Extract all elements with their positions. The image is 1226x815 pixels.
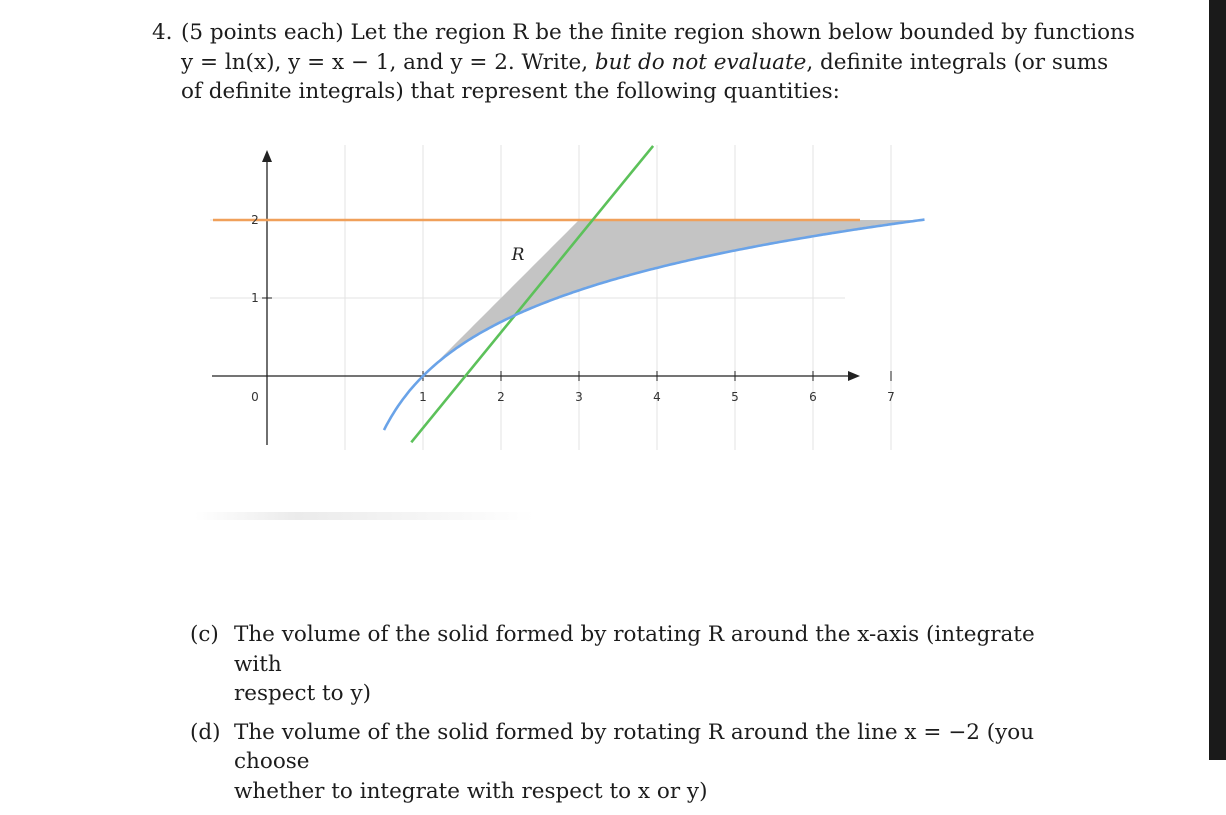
problem-line-3: of definite integrals) that represent the following quantities: [181, 79, 840, 104]
part-c-line-2: respect to y) [234, 681, 371, 706]
part-d-line-1: The volume of the solid formed by rotating R around the line x = −2 (you choose [234, 719, 1035, 774]
region-graph [205, 140, 895, 460]
x-tick-label: 6 [809, 390, 817, 404]
x-tick-label: 2 [497, 390, 505, 404]
x-axis-arrow [848, 371, 860, 381]
x-tick-label: 7 [887, 390, 895, 404]
x-tick-label: 1 [419, 390, 427, 404]
problem-line-1: (5 points each) Let the region R be the finite region shown below bounded by functions [181, 20, 1135, 45]
scan-smudge [195, 512, 535, 520]
part-d-tag: (d) [190, 719, 221, 745]
y-axis-arrow [262, 150, 272, 162]
problem-statement [152, 18, 1135, 107]
problem-number: 4. [152, 20, 173, 45]
question-parts [190, 620, 1080, 815]
y-tick-label: 2 [251, 213, 259, 227]
part-c [190, 620, 1080, 709]
origin-label: 0 [251, 390, 259, 404]
window-edge [1209, 0, 1226, 760]
problem-line-2 [181, 48, 1109, 78]
problem-line-2-part-a: y = ln(x), y = x − 1, and y = 2. Write, [181, 49, 595, 75]
curve-y-equals-x-minus-1 [411, 146, 653, 442]
part-d-line-2: whether to integrate with respect to x or y) [234, 778, 708, 804]
part-c-tag: (c) [190, 622, 219, 647]
y-tick-label: 1 [251, 291, 259, 305]
problem-line-2-part-c: , definite integrals (or sums [806, 49, 1109, 75]
part-d [190, 718, 1080, 807]
x-tick-label: 5 [731, 390, 739, 404]
x-tick-label: 4 [653, 390, 661, 404]
graph-svg [205, 140, 895, 460]
region-label: R [511, 245, 525, 265]
x-tick-label: 3 [575, 390, 583, 404]
part-c-line-1: The volume of the solid formed by rotating R around the x-axis (integrate with [234, 622, 1035, 677]
problem-emphasis: but do not evaluate [594, 49, 807, 75]
